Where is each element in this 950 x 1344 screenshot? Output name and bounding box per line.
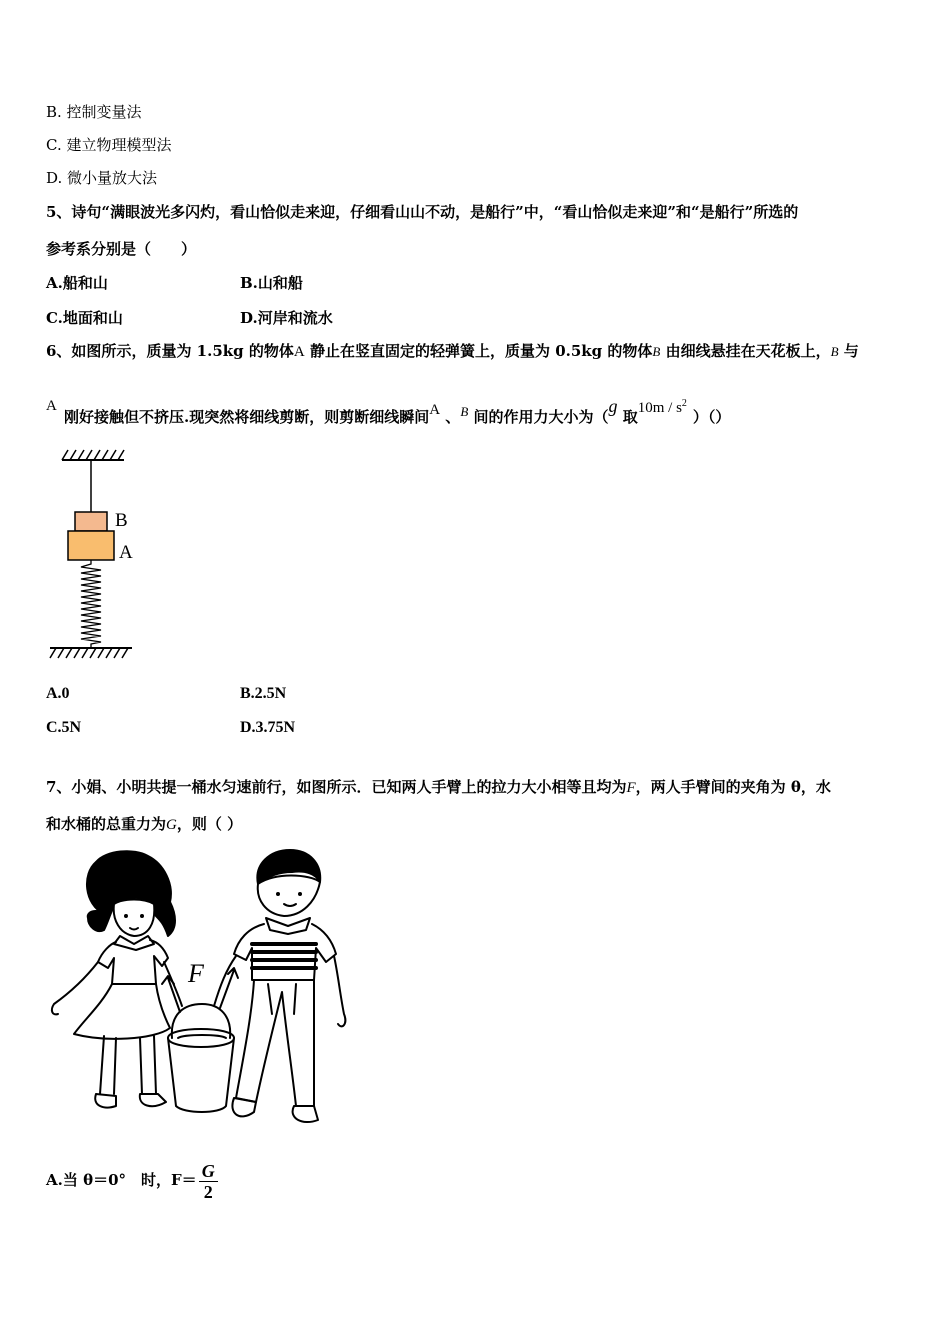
q7-stem-line1 (46, 777, 831, 798)
boy-trousers (236, 980, 314, 1106)
q6-symbol-b: B (652, 344, 661, 359)
q6-symbol-g: g (608, 396, 618, 416)
fig-label-b: B (115, 510, 128, 531)
q6-option-c: C.5N (46, 719, 82, 736)
q6-option-a: A.0 (46, 685, 70, 702)
girl-shoes (95, 1094, 166, 1108)
q6-stem-line2-sym-a: A (46, 398, 57, 414)
q6-text: 取 (617, 408, 638, 426)
q5-option-a: A.船和山 (46, 274, 108, 292)
q6-text: 与 (838, 342, 859, 360)
force-arrow-right (220, 968, 238, 1008)
bucket-body (168, 1038, 234, 1112)
girl-legs (100, 1036, 156, 1094)
q6-option-d: D.3.75N (240, 719, 296, 736)
q6-text: 的物体 (243, 342, 294, 360)
q7-text: ，两人手臂间的夹角为 θ，水 (635, 778, 831, 796)
spring (81, 560, 101, 648)
q7-fraction (199, 1161, 218, 1202)
q6-text: 间的作用力大小为（ (468, 408, 609, 426)
girl-left-arm (52, 962, 98, 1014)
q5-option-d: D.河岸和流水 (240, 309, 333, 327)
q5-stem-line2: 参考系分别是（ ） (46, 240, 197, 258)
q7-option-a-text: A.当 θ＝0° 时，F＝ (46, 1171, 197, 1189)
q6-g-exponent: 2 (681, 398, 687, 409)
block-b (75, 512, 107, 531)
q7-stem-line2 (46, 814, 242, 835)
q6-g-value (638, 400, 687, 416)
q5-option-b: B.山和船 (240, 274, 303, 292)
q7-fraction-den: 2 (203, 1181, 213, 1202)
fig-label-a: A (119, 542, 133, 563)
q5-stem-line1: 5、诗句“满眼波光多闪灼，看山恰似走来迎，仔细看山山不动，是船行”中，“看山恰似走来迎”和“是船行”所选的 (46, 203, 799, 221)
q6-text: 、 (440, 408, 461, 426)
q6-text: 的物体 (602, 342, 653, 360)
q7-text: 7、小娟、小明共提一桶水匀速前行，如图所示．已知两人手臂上的拉力大小相等且均为 (46, 778, 627, 796)
girl-collar (114, 936, 154, 950)
q6-text: 刚好接触但不挤压.现突然将细线剪断，则剪断细线瞬间 (64, 408, 430, 426)
q6-text: 静止在竖直固定的轻弹簧上，质量为 (304, 342, 556, 360)
q5-option-c: C.地面和山 (46, 309, 123, 327)
q6-g-value-text: 10m / s (637, 400, 682, 416)
boy-face (258, 876, 320, 917)
q6-spring-figure (46, 446, 156, 666)
boy-right-arm (334, 956, 345, 1026)
q7-text: ，则（ ） (176, 815, 243, 833)
q6-symbol-a: A (293, 344, 305, 360)
q6-symbol-b: B (830, 344, 839, 359)
q6-symbol-a: A (429, 402, 441, 418)
q6-text: ）（） (692, 408, 731, 426)
q6-option-b: B.2.5N (240, 685, 287, 702)
block-a (68, 531, 114, 560)
q7-fraction-num: G (199, 1161, 218, 1182)
q7-symbol-f: F (626, 780, 636, 796)
q7-children-figure (44, 844, 354, 1144)
q6-symbol-b: B (460, 404, 469, 419)
girl-face (114, 900, 155, 937)
boy-stripes (252, 944, 316, 968)
prev-option-c: C. 建立物理模型法 (46, 136, 172, 154)
prev-option-d: D. 微小量放大法 (46, 169, 158, 187)
q6-stem-line2 (64, 396, 731, 428)
q6-text: 由细线悬挂在天花板上， (660, 342, 831, 360)
q7-option-a (46, 1158, 220, 1202)
boy-left-arm (214, 956, 236, 1006)
girl-skirt (74, 984, 170, 1039)
q6-stem-line1 (46, 341, 859, 362)
q6-mass-b: 0.5kg (555, 342, 603, 360)
q6-mass-a: 1.5kg (196, 342, 244, 360)
boy-collar (266, 918, 310, 934)
prev-option-b: B. 控制变量法 (46, 103, 142, 121)
fig-label-f: F (188, 959, 204, 988)
q7-text: 和水桶的总重力为 (46, 815, 167, 833)
q7-symbol-g: G (166, 817, 177, 833)
q6-text: 6、如图所示，质量为 (46, 342, 197, 360)
